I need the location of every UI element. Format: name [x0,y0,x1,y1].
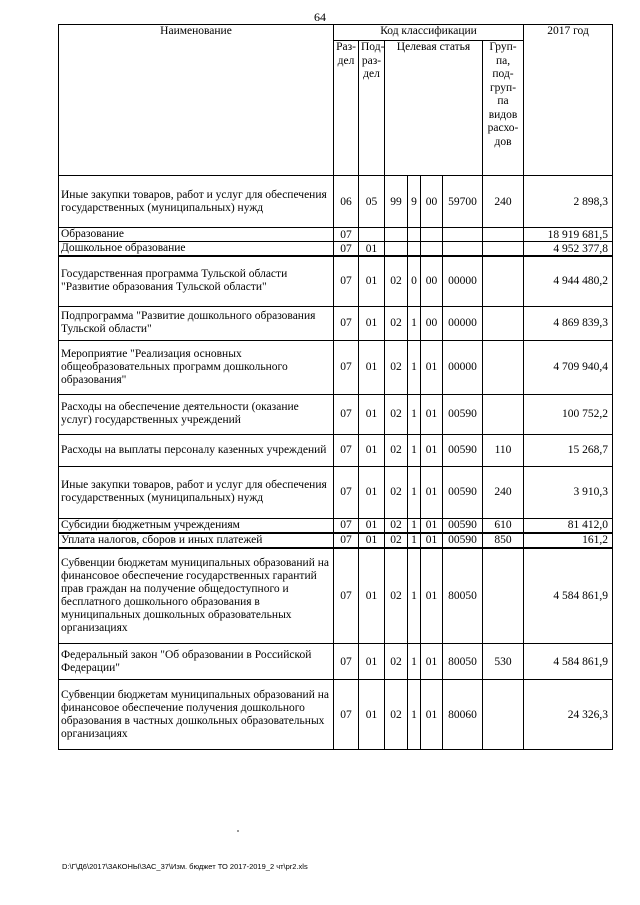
row-target-direction: 00590 [443,434,483,466]
table-row [59,176,613,228]
row-section: 07 [334,533,359,548]
row-target-subprogram: 1 [408,548,421,644]
row-name: Государственная программа Тульской области "Развитие образования Тульской области" [59,256,334,306]
row-name: Субсидии бюджетным учреждениям [59,518,334,533]
row-target-subprogram: 1 [408,680,421,750]
table-row [59,518,613,533]
row-expense-group [483,680,524,750]
row-subsection: 01 [359,256,385,306]
row-subsection [359,228,385,242]
row-section: 07 [334,434,359,466]
row-target-event [421,228,443,242]
table-body [59,176,613,750]
row-target-subprogram: 1 [408,533,421,548]
row-amount: 161,2 [524,533,613,548]
row-name: Иные закупки товаров, работ и услуг для обеспечения государственных (муниципальных) нужд [59,466,334,518]
row-subsection: 01 [359,434,385,466]
row-target-subprogram [408,242,421,257]
row-target-program: 02 [385,340,408,394]
row-subsection: 01 [359,340,385,394]
row-amount: 81 412,0 [524,518,613,533]
row-target-direction: 00000 [443,340,483,394]
row-expense-group: 240 [483,176,524,228]
row-target-subprogram: 1 [408,306,421,340]
row-name: Образование [59,228,334,242]
row-target-event: 01 [421,533,443,548]
table-row [59,680,613,750]
row-amount: 4 709 940,4 [524,340,613,394]
row-expense-group: 610 [483,518,524,533]
row-target-event: 01 [421,518,443,533]
row-name: Иные закупки товаров, работ и услуг для обеспечения государственных (муниципальных) нужд [59,176,334,228]
row-target-program: 02 [385,466,408,518]
header-section: Раз- дел [334,41,359,176]
budget-table [58,24,613,750]
row-name: Подпрограмма "Развитие дошкольного образования Тульской области" [59,306,334,340]
row-name: Субвенции бюджетам муниципальных образований на финансовое обеспечение государственных гарантий прав граждан на получение общедоступного и бесплатного дошкольного образования в муниципальных дошкольных образовательных организациях [59,548,334,644]
row-section: 07 [334,680,359,750]
header-year: 2017 год [524,25,613,176]
page-number: 64 [314,10,326,24]
row-amount: 3 910,3 [524,466,613,518]
row-target-subprogram: 1 [408,340,421,394]
row-section: 07 [334,518,359,533]
row-section: 07 [334,256,359,306]
row-amount: 15 268,7 [524,434,613,466]
row-target-event [421,242,443,257]
row-target-subprogram: 0 [408,256,421,306]
scan-speck [237,830,239,832]
row-target-program: 02 [385,533,408,548]
row-section: 07 [334,466,359,518]
budget-table-container [58,24,612,750]
row-name: Федеральный закон "Об образовании в Российской Федерации" [59,644,334,680]
row-target-direction: 80050 [443,548,483,644]
row-name: Дошкольное образование [59,242,334,257]
row-section: 07 [334,228,359,242]
row-target-direction: 80060 [443,680,483,750]
table-row [59,533,613,548]
row-amount: 2 898,3 [524,176,613,228]
row-name: Мероприятие "Реализация основных общеобразовательных программ дошкольного образования" [59,340,334,394]
row-target-program: 02 [385,548,408,644]
row-target-event: 01 [421,548,443,644]
row-target-event: 01 [421,466,443,518]
row-subsection: 01 [359,242,385,257]
row-target-subprogram [408,228,421,242]
row-subsection: 01 [359,644,385,680]
row-amount: 4 584 861,9 [524,548,613,644]
row-expense-group [483,256,524,306]
row-target-subprogram: 1 [408,394,421,434]
row-section: 07 [334,644,359,680]
row-target-direction: 00000 [443,256,483,306]
table-row [59,644,613,680]
row-target-program [385,242,408,257]
row-target-direction: 00590 [443,394,483,434]
row-target-event: 00 [421,176,443,228]
row-subsection: 05 [359,176,385,228]
row-target-direction: 59700 [443,176,483,228]
row-target-subprogram: 1 [408,518,421,533]
row-target-event: 00 [421,256,443,306]
table-row [59,340,613,394]
row-subsection: 01 [359,533,385,548]
table-row [59,466,613,518]
row-section: 07 [334,394,359,434]
row-target-program [385,228,408,242]
row-target-direction: 00000 [443,306,483,340]
table-row [59,256,613,306]
row-amount: 4 944 480,2 [524,256,613,306]
row-target-program: 02 [385,518,408,533]
header-target-article: Целевая статья [385,41,483,176]
row-amount: 100 752,2 [524,394,613,434]
row-target-event: 01 [421,644,443,680]
row-target-program: 02 [385,394,408,434]
row-expense-group [483,306,524,340]
row-target-event: 01 [421,394,443,434]
row-name: Уплата налогов, сборов и иных платежей [59,533,334,548]
row-amount: 4 584 861,9 [524,644,613,680]
header-code-group: Код классификации [334,25,524,41]
row-subsection: 01 [359,518,385,533]
row-section: 07 [334,340,359,394]
row-name: Субвенции бюджетам муниципальных образований на финансовое обеспечение получения дошкольного образования в частных дошкольных образовательных организациях [59,680,334,750]
row-amount: 4 869 839,3 [524,306,613,340]
row-subsection: 01 [359,394,385,434]
row-amount: 4 952 377,8 [524,242,613,257]
row-target-subprogram: 9 [408,176,421,228]
row-target-direction: 80050 [443,644,483,680]
row-target-program: 02 [385,434,408,466]
row-expense-group [483,242,524,257]
row-subsection: 01 [359,466,385,518]
header-name: Наименование [59,25,334,176]
row-expense-group [483,548,524,644]
row-expense-group: 240 [483,466,524,518]
row-target-event: 01 [421,680,443,750]
row-target-program: 02 [385,680,408,750]
row-section: 07 [334,242,359,257]
row-expense-group: 110 [483,434,524,466]
row-target-event: 00 [421,306,443,340]
table-row [59,306,613,340]
row-name: Расходы на обеспечение деятельности (оказание услуг) государственных учреждений [59,394,334,434]
table-row [59,434,613,466]
row-target-event: 01 [421,340,443,394]
row-subsection: 01 [359,680,385,750]
row-target-direction [443,228,483,242]
row-amount: 18 919 681,5 [524,228,613,242]
row-target-event: 01 [421,434,443,466]
row-expense-group: 850 [483,533,524,548]
row-target-program: 99 [385,176,408,228]
row-expense-group [483,340,524,394]
table-row [59,548,613,644]
row-target-program: 02 [385,306,408,340]
header-subsection: Под- раз- дел [359,41,385,176]
header-expense-group: Груп- па, под- груп- па видов расхо- дов [483,41,524,176]
table-row [59,228,613,242]
row-target-direction [443,242,483,257]
row-target-subprogram: 1 [408,644,421,680]
row-target-program: 02 [385,644,408,680]
row-target-program: 02 [385,256,408,306]
row-subsection: 01 [359,548,385,644]
row-name: Расходы на выплаты персоналу казенных учреждений [59,434,334,466]
row-target-direction: 00590 [443,533,483,548]
row-expense-group [483,394,524,434]
file-path-footer: D:\Г\Д6\2017\ЗАКОНЫ\ЗАС_37\Изм. бюджет ТО 2017-2019_2 чт\pr2.xls [62,862,308,871]
row-section: 07 [334,548,359,644]
row-amount: 24 326,3 [524,680,613,750]
row-target-direction: 00590 [443,466,483,518]
row-expense-group: 530 [483,644,524,680]
row-section: 06 [334,176,359,228]
row-target-subprogram: 1 [408,466,421,518]
row-subsection: 01 [359,306,385,340]
row-expense-group [483,228,524,242]
table-row [59,394,613,434]
row-section: 07 [334,306,359,340]
row-target-direction: 00590 [443,518,483,533]
table-row [59,242,613,257]
row-target-subprogram: 1 [408,434,421,466]
